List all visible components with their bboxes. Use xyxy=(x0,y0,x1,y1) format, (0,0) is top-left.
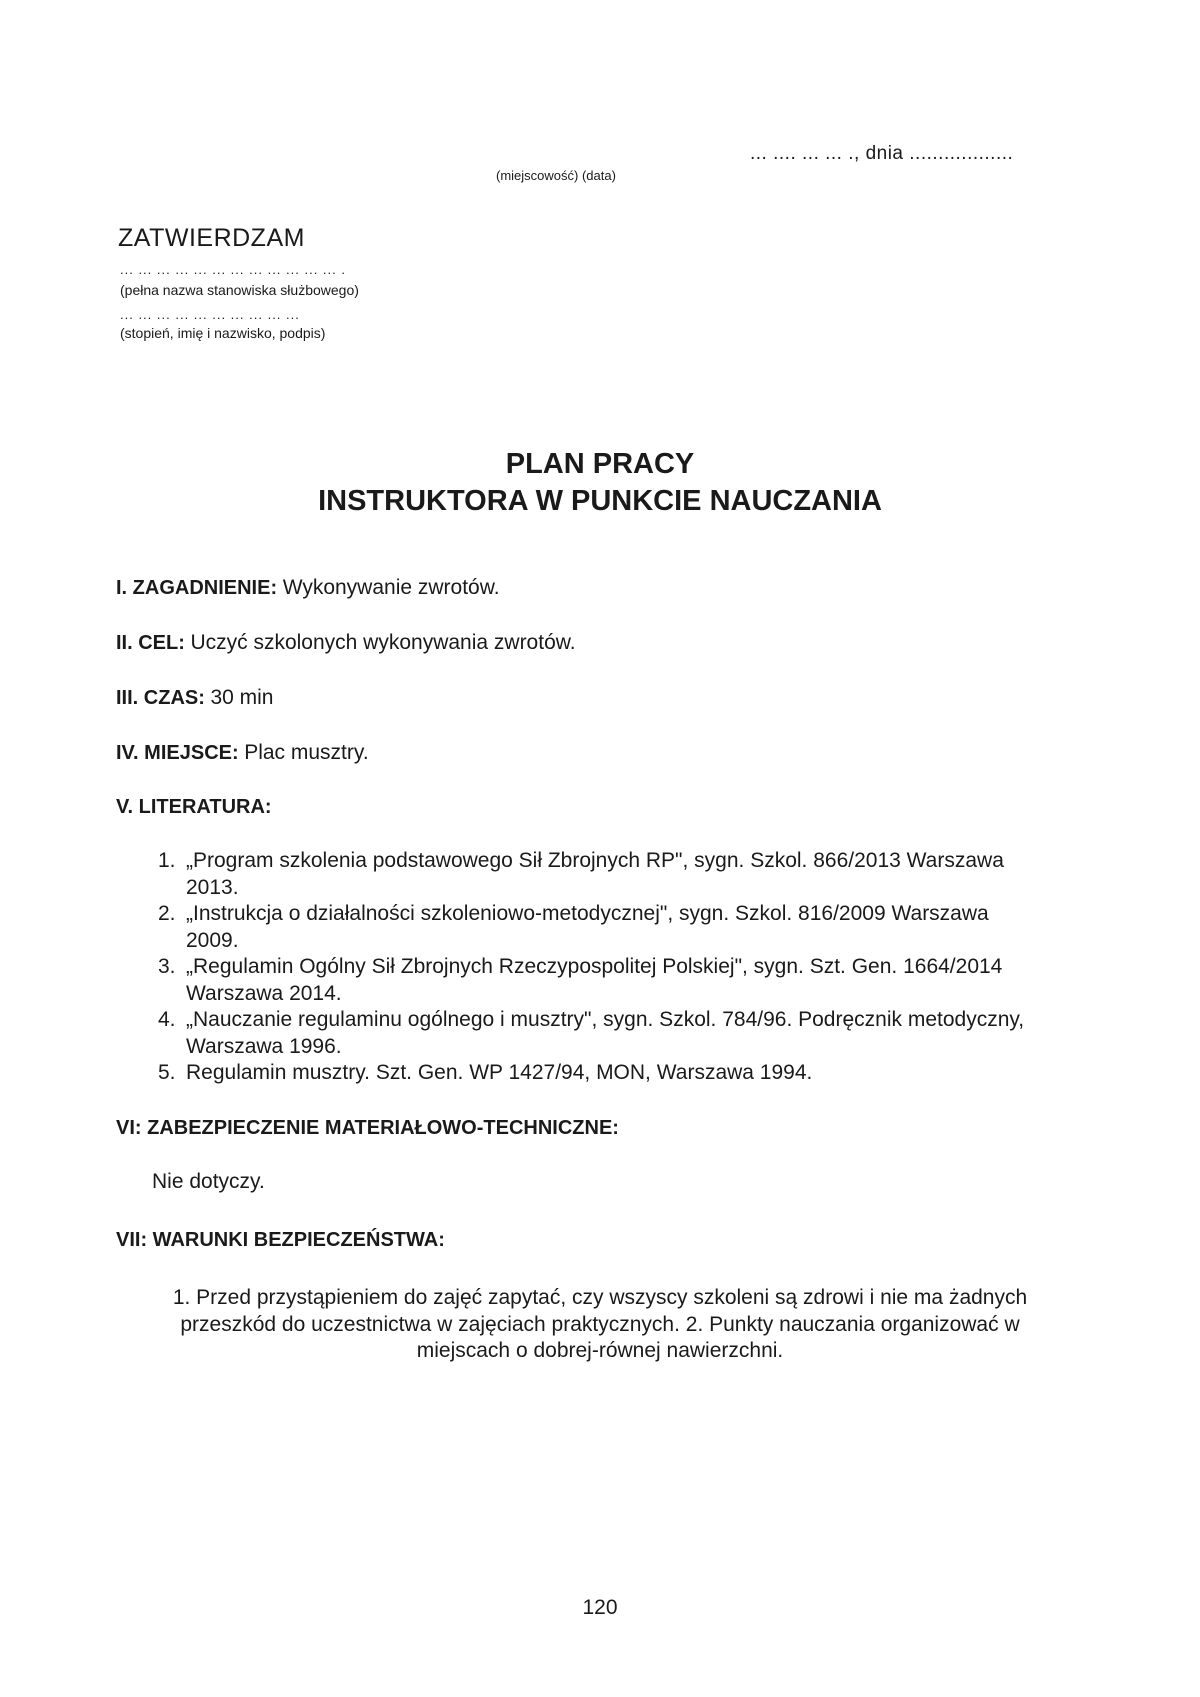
literature-item-number: 3. xyxy=(158,955,176,978)
literature-item-number: 2. xyxy=(158,902,176,925)
section-materials-value: Nie dotyczy. xyxy=(152,1170,265,1193)
section-materials-label: VI: ZABEZPIECZENIE MATERIAŁOWO-TECHNICZNE: xyxy=(116,1117,619,1139)
document-title-line2: INSTRUKTORA W PUNKCIE NAUCZANIA xyxy=(318,485,882,517)
literature-item xyxy=(158,1007,1038,1060)
section-time-value: 30 min xyxy=(210,686,274,709)
section-goal xyxy=(116,631,576,655)
document-title-line1: PLAN PRACY xyxy=(505,448,695,480)
page-number: 120 xyxy=(582,1596,618,1619)
section-goal-value: Uczyć szkolonych wykonywania zwrotów. xyxy=(190,631,576,654)
literature-list xyxy=(158,848,1038,1087)
section-place xyxy=(116,741,369,765)
section-time xyxy=(116,686,273,710)
literature-item xyxy=(158,954,1038,1007)
literature-item-text: „Nauczanie regulaminu ogólnego i musztry", sygn. Szkol. 784/96. Podręcznik metodyczny, Warszawa 1996. xyxy=(186,1008,1025,1058)
section-safety-text: 1. Przed przystąpieniem do zajęć zapytać, czy wszyscy szkoleni są zdrowi i nie ma żadnych przeszkód do uczestnictwa w zajęciach praktycznych. 2. Punkty nauczania organizować w miejscach o dobrej-równej nawierzchni. xyxy=(172,1286,1028,1362)
signature-dots: ... ... ... ... ... ... ... ... ... ... xyxy=(120,307,300,322)
date-place-line: ... .... ... ... ., dnia .................. xyxy=(750,143,1014,164)
literature-item xyxy=(158,901,1038,954)
section-literature-label: V. LITERATURA: xyxy=(116,796,272,818)
section-safety-label: VII: WARUNKI BEZPIECZEŃSTWA: xyxy=(116,1229,445,1251)
literature-item-text: „Instrukcja o działalności szkoleniowo-metodycznej", sygn. Szkol. 816/2009 Warszawa 2009. xyxy=(186,902,989,952)
section-materials xyxy=(116,1117,619,1140)
approval-heading: ZATWIERDZAM xyxy=(118,224,305,252)
section-topic-value: Wykonywanie zwrotów. xyxy=(282,576,500,599)
literature-item xyxy=(158,848,1038,901)
literature-item-text: „Regulamin Ogólny Sił Zbrojnych Rzeczypospolitej Polskiej", sygn. Szt. Gen. 1664/2014 Warszawa 2014. xyxy=(186,955,1003,1005)
position-caption: (pełna nazwa stanowiska służbowego) xyxy=(120,282,359,298)
section-topic-label: I. ZAGADNIENIE: xyxy=(116,577,278,599)
position-dots: ... ... ... ... ... ... ... ... ... ... ... ... . xyxy=(120,262,346,277)
section-place-label: IV. MIEJSCE: xyxy=(116,742,239,764)
section-topic xyxy=(116,576,500,600)
section-literature xyxy=(116,796,272,819)
section-time-label: III. CZAS: xyxy=(116,687,205,709)
section-safety xyxy=(116,1229,445,1252)
date-place-caption: (miejscowość) (data) xyxy=(496,168,616,183)
literature-item-number: 4. xyxy=(158,1008,176,1031)
literature-item xyxy=(158,1060,1038,1087)
literature-item-text: Regulamin musztry. Szt. Gen. WP 1427/94, MON, Warszawa 1994. xyxy=(186,1061,813,1084)
section-goal-label: II. CEL: xyxy=(116,632,185,654)
literature-item-number: 5. xyxy=(158,1061,176,1084)
section-place-value: Plac musztry. xyxy=(244,741,369,764)
literature-item-number: 1. xyxy=(158,849,176,872)
signature-caption: (stopień, imię i nazwisko, podpis) xyxy=(120,325,326,341)
literature-item-text: „Program szkolenia podstawowego Sił Zbrojnych RP", sygn. Szkol. 866/2013 Warszawa 2013. xyxy=(186,849,1004,899)
